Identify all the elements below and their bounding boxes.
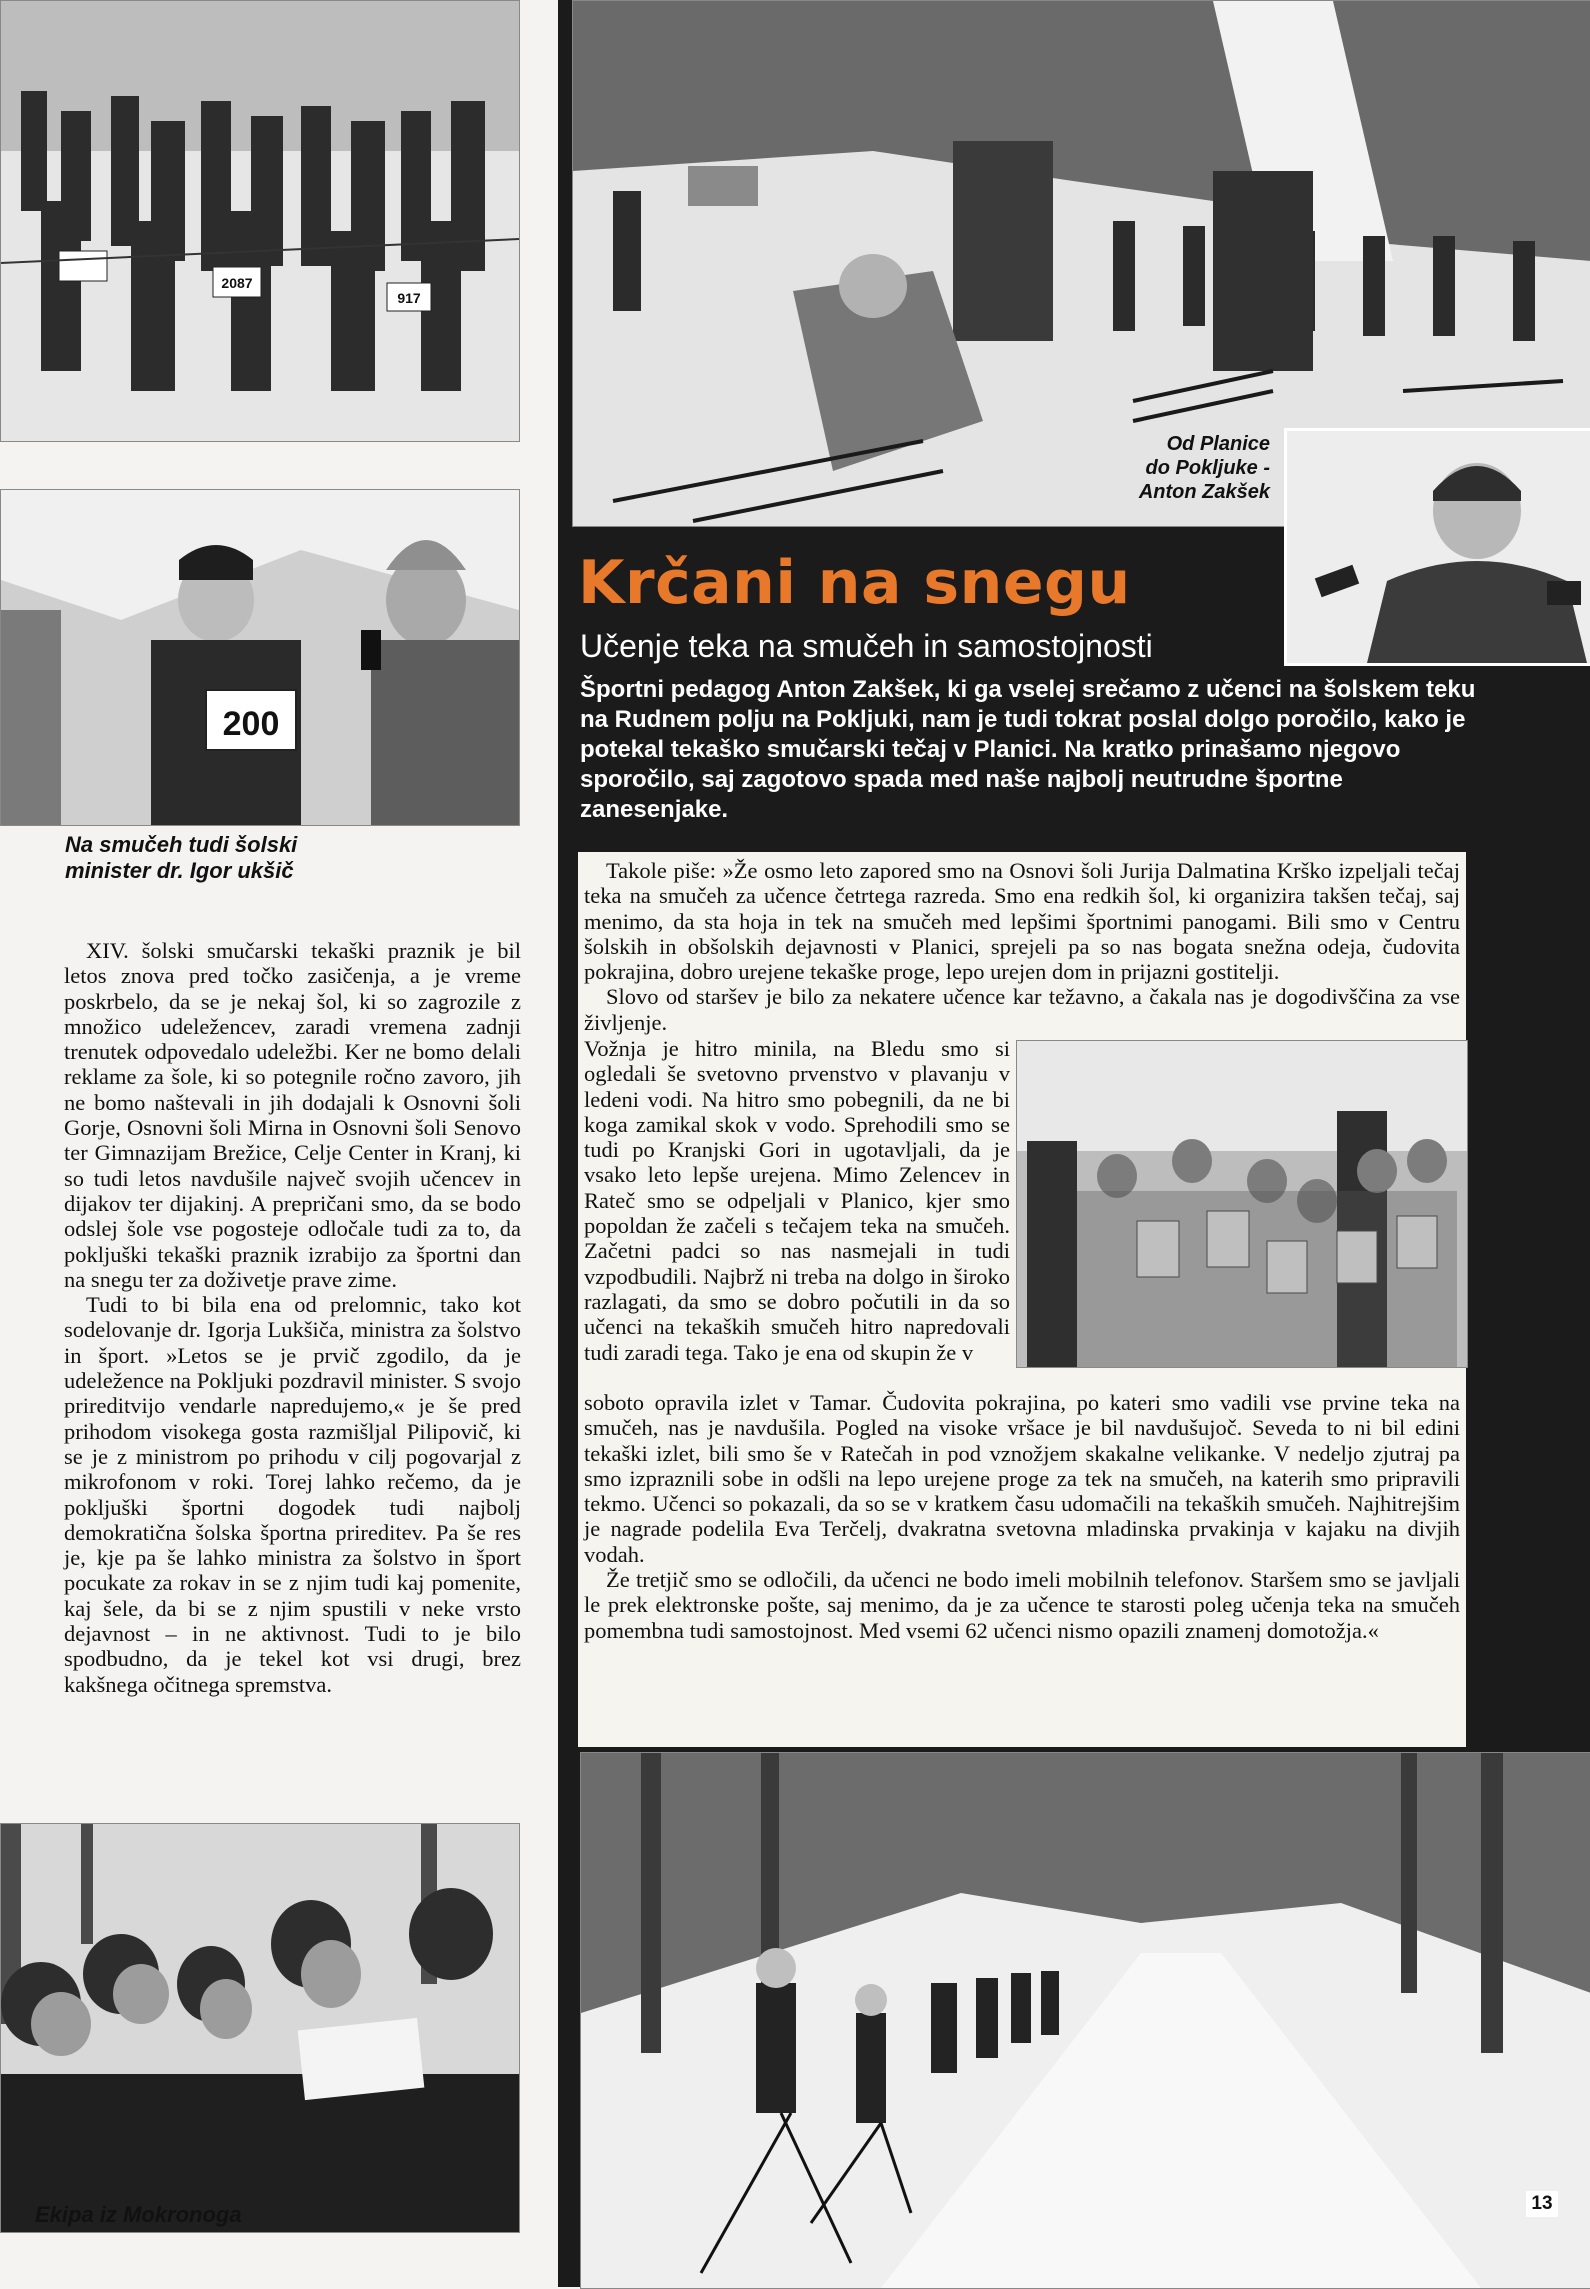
body-paragraph-farewell: Slovo od staršev je bilo za nekatere učence kar težavno, a čakala nas je dogodivščina za vse življenje. (584, 984, 1460, 1035)
caption-planica-line2: do Pokljuke - (1145, 457, 1270, 479)
caption-planica (1070, 432, 1270, 504)
page-number: 13 (1526, 2191, 1558, 2217)
article-subtitle: Učenje teka na smučeh in samostojnosti (580, 628, 1153, 664)
article-body-bottom (584, 1390, 1460, 1643)
column-gutter (540, 0, 558, 2287)
photo-award-ceremony (1016, 1040, 1468, 1368)
article-body-top (584, 858, 1460, 1035)
bib-917: 917 (397, 290, 421, 306)
caption-team: Ekipa iz Mokronoga (35, 2202, 242, 2227)
caption-planica-line3: Anton Zakšek (1138, 481, 1270, 503)
bib-2087: 2087 (221, 275, 253, 291)
body-paragraph-intro: Takole piše: »Že osmo leto zapored smo na Osnovi šoli Jurija Dalmatina Krško izpeljali tečaj teka na smučeh za učence četrtega razreda. Smo ena redkih šol, ki organizira takšen tečaj, saj menimo, da sta hoja in tek na smučeh med lepšimi športnimi panogami. Bili smo v Centru šolskih in obšolskih dejavnosti v Planici, sprejeli pa so nas bogata snežna odeja, čudovita pokrajina, dobro urejene tekaške proge, lepo urejen dom in prijazni gostitelji. (584, 858, 1460, 985)
photo-minister-interview (0, 489, 520, 826)
body-paragraph-trips: soboto opravila izlet v Tamar. Čudovita pokrajina, po kateri smo vadili vse prvine teka na smučeh, nas je navdušila. Pogled na visoke vršace je bil navdušujoč. Seveda to ni bil edini tekaški izlet, bili smo še v Ratečah in pod vznožjem skakalne velikanke. V nedeljo zjutraj pa smo izpraznili sobe in odšli na lepo urejene proge za tek na smučeh, na katerih smo pripravili tekmo. Učenci so pokazali, da so se v kratkem času udomačili na tekaških smučeh. Najhitrejšim je nagrade podelila Eva Terčelj, dvakratna svetovna mladinska prvakinja v kajaku na divjih vodah. (584, 1390, 1460, 1567)
left-text-paragraph-1: XIV. šolski smučarski tekaški praznik je bil letos znova pred točko zasičenja, a je vreme poskrbelo, da se je nekaj šol, ki so zagrozile z množico udeležencev, zaradi vremena zadnji trenutek odpovedalo udeležbi. Ker ne bomo delali reklame za šole, ki so potegnile ročno zavoro, jih ne bomo naštevali in jih dodajali k Osnovni šoli Gorje, Osnovni šoli Mirna in Osnovni šoli Senovo ter Gimnazijam Brežice, Celje Center in Kranj, ki so tudi letos navdušile največ svojih učencev in dijakov ter dijakinj. A prepričani smo, da se bodo odslej šole vse pogosteje odločale tudi za to, da pokljuški tekaški praznik izrabijo za športni dan na snegu ter za doživetje prave zime. (64, 938, 521, 1292)
photo-start-crowd (0, 0, 520, 442)
left-text-paragraph-2: Tudi to bi bila ena od prelomnic, tako kot sodelovanje dr. Igorja Lukšiča, ministra za šolstvo in šport. »Letos se je prvič zgodilo, da je udeležence na Pokljuki pozdravil minister. S svojo prireditvijo vendarle napredujemo,« je še pred prihodom visokega gosta razmišljal Pilipovič, ki se je z ministrom po prihodu v cilj pogovarjal z mikrofonom v roki. Torej lahko rečemo, da je pokljuški športni dogodek tudi najbolj demokratična šolska športna prireditev. Pa še res je, kje pa še lahko ministra za šolstvo in šport pocukate za rokav in se z njim tudi kaj pomenite, kaj šele, da bi se z njim spustili v neke vrsto dejavnost – in ne aktivnost. Tudi to je bilo spodbudno, da je tekel kot vsi drugi, brez kakšnega očitnega spremstva. (64, 1292, 521, 1697)
photo-forest-skiers (580, 1752, 1590, 2289)
photo-anton-zaksek (1284, 428, 1590, 666)
article-body-narrow (584, 1036, 1010, 1365)
caption-planica-line1: Od Planice (1166, 433, 1270, 455)
article-title: Krčani na snegu (578, 548, 1131, 618)
bib-200: 200 (222, 705, 280, 743)
body-paragraph-journey: Vožnja je hitro minila, na Bledu smo si ogledali še svetovno prvenstvo v plavanju v ledeni vodi. Na hitro smo pobegnili, da ne bi koga zamikal skok v vodo. Sprehodili smo se tudi po Kranjski Gori in ugotavljali, da je vsako leto lepše urejena. Mimo Zelencev in Rateč smo se odpeljali v Planico, kjer smo popoldan že začeli s tečajem teka na smučeh. Začetni padci so nas nasmejali in tudi vzpodbudili. Najbrž ni treba na dolgo in široko razlagati, da smo se dobro počutili in da so učenci na tekaških smučeh hitro napredovali tudi zaradi tega. Tako je ena od skupin že v (584, 1036, 1010, 1365)
left-column-text (64, 938, 521, 1697)
body-paragraph-phones: Že tretjič smo se odločili, da učenci ne bodo imeli mobilnih telefonov. Staršem smo se javljali le prek elektronske pošte, saj menimo, da je za učence te starosti poleg učenja teka na smučeh pomembna tudi samostojnost. Med vsemi 62 učenci nismo opazili znamenj domotožja.« (584, 1567, 1460, 1643)
photo-team-mokronog (0, 1823, 520, 2233)
caption-minister: Na smučeh tudi šolski minister dr. Igor ukšič (65, 832, 298, 883)
article-lead: Športni pedagog Anton Zakšek, ki ga vselej srečamo z učenci na šolskem teku na Rudnem polju na Pokljuki, nam je tudi tokrat poslal dolgo poročilo, kako je potekal tekaško smučarski tečaj v Planici. Na kratko prinašamo njegovo sporočilo, saj zagotovo spada med naše najbolj neutrudne športne zanesenjake. (580, 676, 1476, 823)
